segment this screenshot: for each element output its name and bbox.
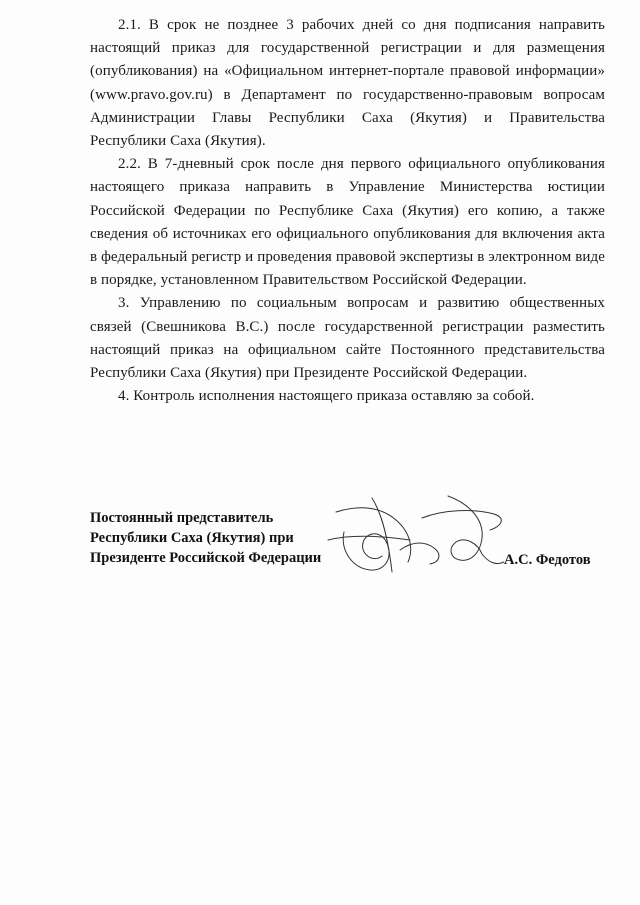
document-body	[90, 14, 605, 408]
paragraph-3: 3. Управлению по социальным вопросам и развитию общественных связей (Свешникова В.С.) после государственной регистрации разместить настоящий приказ на официальном сайте Постоянного представительства Республики Саха (Якутия) при Президенте Российской Федерации.	[90, 295, 605, 382]
paragraph-2-2: 2.2. В 7-дневный срок после дня первого официального опубликования настоящего приказа направить в Управление Министерства юстиции Российской Федерации по Республике Саха (Якутия) его копию, а также сведения об источниках его официального опубликования для включения акта в федеральный регистр и проведения правовой экспертизы в электронном виде в порядке, установленном Правительством Российской Федерации.	[90, 156, 605, 289]
paragraph-2-1: 2.1. В срок не позднее 3 рабочих дней со дня подписания направить настоящий приказ для государственной регистрации и для размещения (опубликования) на «Официальном интернет-портале правовой информации» (www.pravo.gov.ru) в Департамент по государственно-правовым вопросам Администрации Главы Республики Саха (Якутия) и Правительства Республики Саха (Якутия).	[90, 17, 605, 150]
signatory-title	[90, 508, 330, 568]
signatory-title-line: Президенте Российской Федерации	[90, 550, 322, 566]
signatory-name: А.С. Федотов	[504, 552, 591, 568]
signatory-title-line: Республики Саха (Якутия) при	[90, 530, 294, 546]
signatory-title-line: Постоянный представитель	[90, 510, 274, 526]
handwritten-signature	[322, 490, 522, 580]
paragraph-4: 4. Контроль исполнения настоящего приказа оставляю за собой.	[118, 388, 535, 405]
